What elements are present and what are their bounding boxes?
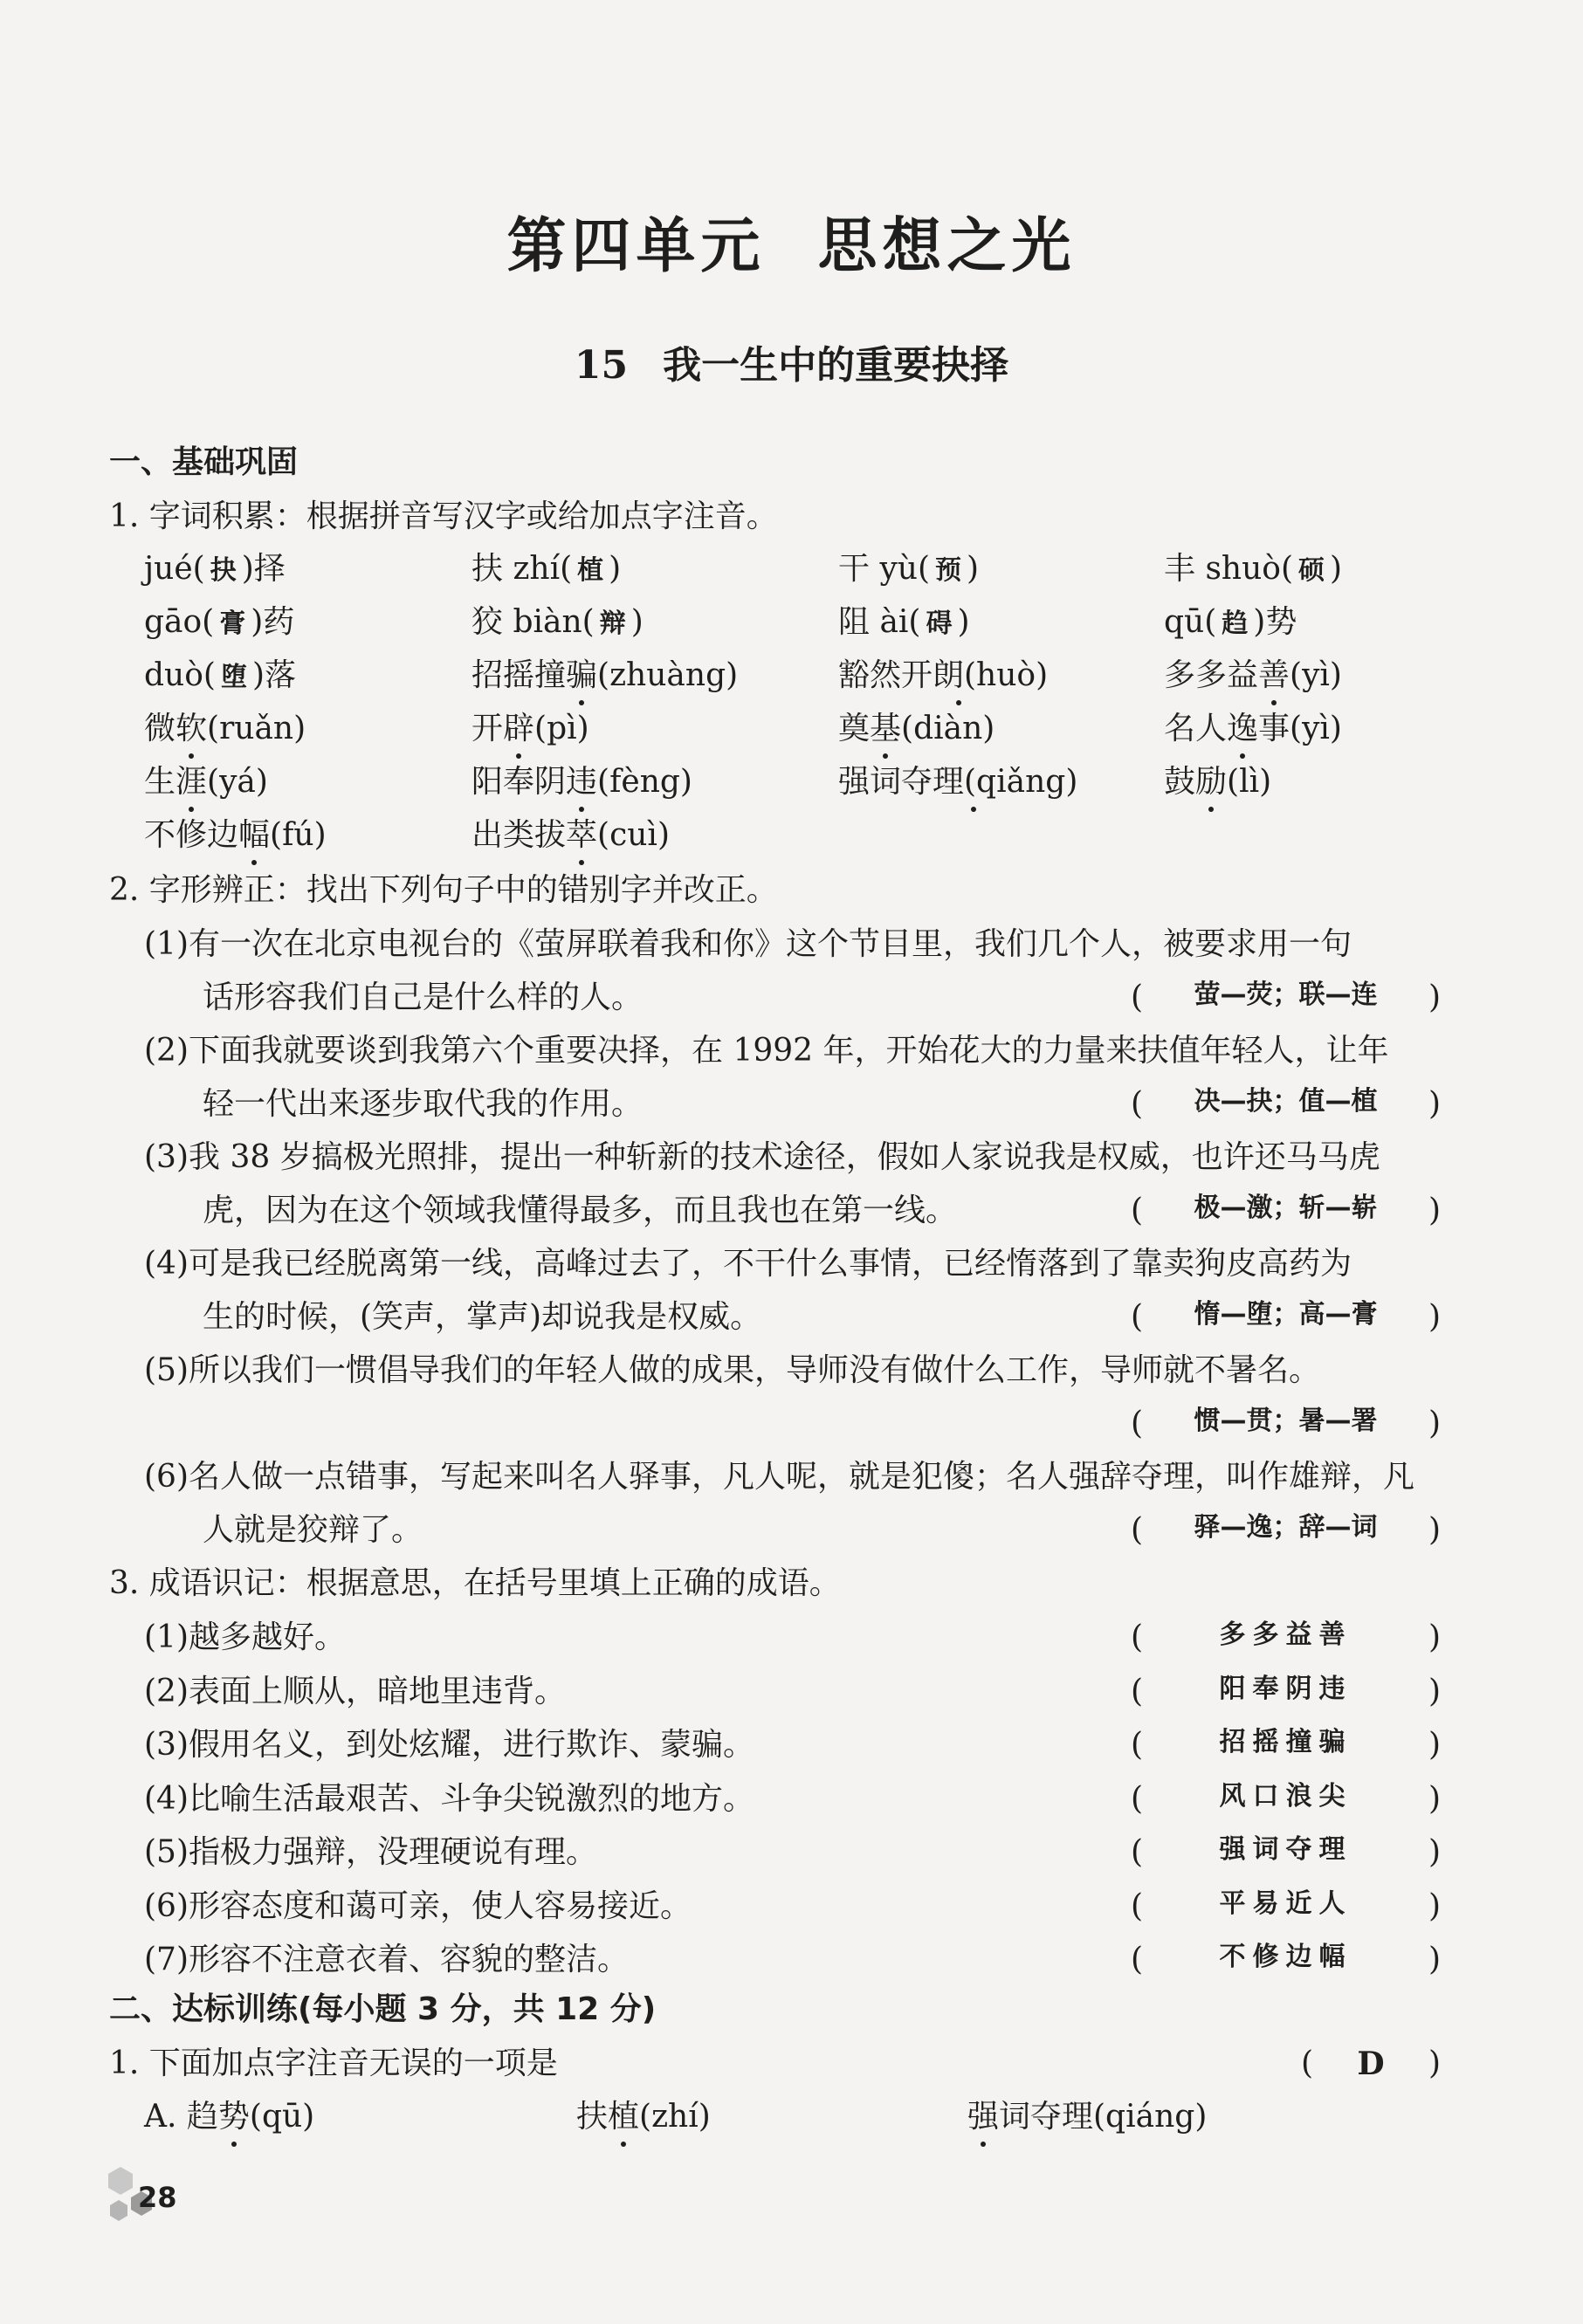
word-part: ) bbox=[967, 551, 980, 587]
q3-stem: 3. 成语识记：根据意思，在括号里填上正确的成语。 bbox=[109, 1565, 841, 1601]
word-part: 扶 zhí( bbox=[471, 551, 573, 587]
word-part: (pì) bbox=[534, 711, 589, 746]
q1-word-item bbox=[1164, 604, 1297, 640]
word-part: 多多益 bbox=[1164, 657, 1259, 693]
section-basic-heading: 一、基础巩固 bbox=[109, 444, 299, 480]
word-part: (yá) bbox=[207, 764, 268, 800]
dotted-char: 基 bbox=[870, 711, 902, 746]
q2-answer: 惰—堕；高—膏 bbox=[1194, 1299, 1378, 1330]
handwritten-answer: 辩 bbox=[599, 609, 626, 639]
q1-word-item bbox=[838, 764, 1078, 800]
word-part: (yì) bbox=[1290, 657, 1342, 693]
word-part: 阳奉阴 bbox=[471, 764, 567, 800]
q1-word-item bbox=[471, 817, 670, 853]
word-part: (ruǎn) bbox=[207, 711, 306, 746]
word3-text: 词夺理(qiáng) bbox=[999, 2099, 1208, 2135]
q1-word-item bbox=[471, 657, 739, 693]
dotted-char: 然开朗(huò) bbox=[870, 657, 1049, 693]
option-a-pinyin: (qū) bbox=[249, 2099, 315, 2135]
q2-item-line2: 轻一代出来逐步取代我的作用。 bbox=[203, 1086, 644, 1122]
q1-word-item bbox=[144, 604, 295, 640]
word-part: jué( bbox=[144, 551, 205, 587]
word-part: 开 bbox=[471, 711, 504, 746]
q1-word-item bbox=[838, 604, 970, 640]
handwritten-answer: 植 bbox=[577, 555, 604, 586]
handwritten-answer: 趋 bbox=[1222, 609, 1249, 639]
q2-item-line1: (1)有一次在北京电视台的《萤屏联着我和你》这个节目里，我们几个人，被要求用一句 bbox=[144, 926, 1352, 962]
word-part: 招摇撞 bbox=[471, 657, 567, 693]
word-part: (lì) bbox=[1227, 764, 1272, 800]
q2-answer: 萤—荧；联—连 bbox=[1194, 980, 1378, 1010]
q1-word-item bbox=[144, 764, 268, 800]
q3-answer: 风口浪尖 bbox=[1219, 1781, 1352, 1812]
q2-item-line2: 话形容我们自己是什么样的人。 bbox=[203, 980, 644, 1015]
word-part: 微 bbox=[144, 711, 176, 746]
q1-word-item bbox=[144, 657, 296, 693]
word3-dotted-char: 强 bbox=[967, 2099, 1000, 2135]
lesson-name: 我一生中的重要抉择 bbox=[663, 343, 1009, 388]
word-part: ) bbox=[1330, 551, 1343, 587]
word-part: 阻 ài( bbox=[838, 604, 921, 640]
q1-word-item bbox=[838, 657, 1049, 693]
q1-word-item bbox=[144, 713, 306, 745]
q3-item: (7)形容不注意衣着、容貌的整洁。 bbox=[144, 1942, 629, 1977]
unit-title bbox=[0, 199, 1583, 284]
q2-answer: 决—抉；值—植 bbox=[1194, 1086, 1378, 1117]
handwritten-answer: 碍 bbox=[926, 609, 953, 639]
q3-answer: 阳奉阴违 bbox=[1219, 1674, 1352, 1704]
q3-item: (2)表面上顺从，暗地里违背。 bbox=[144, 1674, 566, 1709]
q3-item: (1)越多越好。 bbox=[144, 1619, 346, 1655]
q1-word-item bbox=[471, 764, 692, 800]
q2-item-line2: 人就是狡辩了。 bbox=[203, 1512, 423, 1548]
handwritten-answer: 抉 bbox=[210, 555, 237, 586]
word-part: (zhuàng) bbox=[597, 657, 739, 693]
handwritten-answer: 堕 bbox=[220, 662, 247, 692]
q1-stem: 1. 字词积累：根据拼音写汉字或给加点字注音。 bbox=[109, 498, 778, 534]
q1-word-item bbox=[838, 553, 979, 585]
word-part: (diàn) bbox=[901, 711, 995, 746]
dotted-char: 励 bbox=[1195, 764, 1228, 800]
word-part: 狡 biàn( bbox=[471, 604, 595, 640]
textbook-page: 第四单元 思想之光 15 我一生中的重要抉择 一、基础巩固 1. 字词积累：根据拼音写汉字或给加点字注音。 jué( 抉 )择 扶 zhí( 植 ) 干 yù( 预 ) 丰 shuò( 硕 ) gāo( 膏 )药 狡 biàn( 辩 ) 阻 ài( 碍 ) qū( 趋 )势 duò( 堕 )落 招摇撞骗(zhuàng) 豁然开朗(huò) 多多益善(yì) 微软(ruǎn) 开辟(pì) 奠基(diàn) 名人逸事(yì) 生涯(yá) 阳奉阴违(fèng) 强词夺理(qiǎng) 鼓励(lì) 不修边幅(fú) 出类拔萃(cuì) 2. 字形辨正：找出下列句子中的错别字并改正。 (1)有一次在北京电视台的《萤屏联着我和你》这个节目里，我们几个人，被要求用一句 话形容我们自己是什么样的人。 ( 萤—荧；联—连 ) (2)下面我就要谈到我第六个重要决择，在 1992 年，开始花大的力量来扶值年轻人，让年 轻一代出来逐步取代我的作用。 ( 决—抉；值—植 ) (3)我 38 岁搞极光照排，提出一种斩新的技术途径，假如人家说我是权威，也许还马马虎 虎，因为在这个领域我懂得最多，而且我也在第一线。 ( 极—激；斩—崭 ) (4)可是我已经脱离第一线，高峰过去了，不干什么事情，已经惰落到了靠卖狗皮高药为 生的时候，(笑声，掌声)却说我是权威。 ( 惰—堕；高—膏 ) (5)所以我们一惯倡导我们的年轻人做的成果，导师没有做什么工作，导师就不暑名。 ( 惯—贯；暑—署 ) (6)名人做一点错事，写起来叫名人驿事，凡人呢，就是犯傻；名人强辞夺理，叫作雄辩，凡 人就是狡辩了。 ( 驿—逸；辞—词 ) 3. 成语识记：根据意思，在括号里填上正确的成语。 (1)越多越好。 ( 多多益善 ) (2)表面上顺从，暗地里违背。 ( 阳奉阴违 ) (3)假用名义，到处炫耀，进行欺诈、蒙骗。 ( 招摇撞骗 ) (4)比喻生活最艰苦、斗争尖锐激烈的地方。 ( 风口浪尖 ) (5)指极力强辩，没理硬说有理。 ( 强词夺理 ) (6)形容态度和蔼可亲，使人容易接近。 ( 平易近人 ) (7)形容不注意衣着、容貌的整洁。 ( 不修边幅 ) 二、达标训练(每小题 3 分，共 12 分) 1. 下面加点字注音无误的一项是 ( D ) A. 趋势(qū) 扶植(zhí) 强词夺理(qiáng) 28 bbox=[0, 0, 1583, 2324]
lesson-title bbox=[0, 333, 1583, 389]
dotted-char: 辟 bbox=[503, 711, 535, 746]
word-part: 事(yì) bbox=[1258, 711, 1342, 746]
section-training-heading: 二、达标训练(每小题 3 分，共 12 分) bbox=[109, 1991, 657, 2027]
dotted-char: 词夺理(qiǎng) bbox=[870, 764, 1078, 800]
word-part: 名人 bbox=[1164, 711, 1228, 746]
mc1-option-a-word2 bbox=[576, 2101, 711, 2133]
q2-answer: 极—激；斩—崭 bbox=[1194, 1193, 1378, 1223]
q3-answer: 多多益善 bbox=[1219, 1619, 1352, 1650]
handwritten-answer: 预 bbox=[935, 555, 962, 586]
q3-item: (5)指极力强辩，没理硬说有理。 bbox=[144, 1834, 597, 1870]
unit-title-part1: 第四单元 bbox=[506, 211, 766, 281]
q3-answer: 强词夺理 bbox=[1219, 1834, 1352, 1865]
q3-item: (4)比喻生活最艰苦、斗争尖锐激烈的地方。 bbox=[144, 1781, 754, 1817]
word-part: 豁 bbox=[838, 657, 871, 693]
word-part: )势 bbox=[1253, 604, 1297, 640]
option-a-dotted-char: 势 bbox=[217, 2099, 250, 2135]
word-part: )择 bbox=[241, 551, 286, 587]
word-part: 强 bbox=[838, 764, 871, 800]
word2-text: 扶 bbox=[576, 2099, 609, 2135]
word-part: 奠 bbox=[838, 711, 871, 746]
q1-word-item bbox=[144, 553, 286, 585]
dotted-char: 萃 bbox=[566, 817, 598, 853]
page-number: 28 bbox=[138, 2181, 177, 2214]
q1-word-item bbox=[1164, 657, 1342, 693]
option-a-text: A. 趋 bbox=[144, 2099, 218, 2135]
q3-item: (6)形容态度和蔼可亲，使人容易接近。 bbox=[144, 1888, 692, 1924]
word-part: )药 bbox=[251, 604, 295, 640]
q2-item-line1: (6)名人做一点错事，写起来叫名人驿事，凡人呢，就是犯傻；名人强辞夺理，叫作雄辩，凡 bbox=[144, 1459, 1414, 1495]
q2-item-line1: (5)所以我们一惯倡导我们的年轻人做的成果，导师没有做什么工作，导师就不暑名。 bbox=[144, 1352, 1320, 1388]
q2-answer: 惯—贯；暑—署 bbox=[1194, 1406, 1378, 1436]
q2-item-line1: (4)可是我已经脱离第一线，高峰过去了，不干什么事情，已经惰落到了靠卖狗皮高药为 bbox=[144, 1246, 1352, 1282]
word-part: 生 bbox=[144, 764, 176, 800]
q2-item-line2: 虎，因为在这个领域我懂得最多，而且我也在第一线。 bbox=[203, 1193, 958, 1228]
q1-word-item bbox=[1164, 764, 1272, 800]
q2-item-line1: (2)下面我就要谈到我第六个重要决择，在 1992 年，开始花大的力量来扶值年轻人，让年 bbox=[144, 1033, 1389, 1069]
handwritten-answer: 硕 bbox=[1298, 555, 1325, 586]
dotted-char: 善 bbox=[1258, 657, 1290, 693]
q3-answer: 平易近人 bbox=[1219, 1888, 1352, 1919]
q3-answer: 不修边幅 bbox=[1219, 1942, 1352, 1972]
q3-item: (3)假用名义，到处炫耀，进行欺诈、蒙骗。 bbox=[144, 1727, 754, 1763]
dotted-char: 违 bbox=[566, 764, 598, 800]
lesson-number: 15 bbox=[574, 343, 629, 388]
q2-answer: 驿—逸；辞—词 bbox=[1194, 1512, 1378, 1543]
unit-title-part2: 思想之光 bbox=[817, 211, 1077, 281]
word2-pinyin: (zhí) bbox=[639, 2099, 711, 2135]
dotted-char: 逸 bbox=[1227, 711, 1259, 746]
dotted-char: 幅 bbox=[238, 817, 271, 853]
dotted-char: 软 bbox=[176, 711, 208, 746]
word-part: 鼓 bbox=[1164, 764, 1196, 800]
mc1-answer: D bbox=[1357, 2046, 1385, 2082]
word-part: (fèng) bbox=[597, 764, 692, 800]
word-part: gāo( bbox=[144, 604, 215, 640]
word-part: ) bbox=[609, 551, 622, 587]
q1-word-item bbox=[471, 553, 621, 585]
mc1-stem: 1. 下面加点字注音无误的一项是 bbox=[109, 2046, 558, 2081]
q1-word-item bbox=[144, 817, 327, 853]
word2-dotted-char: 植 bbox=[608, 2099, 640, 2135]
word-part: 出类拔 bbox=[471, 817, 567, 853]
word-part: 干 yù( bbox=[838, 551, 931, 587]
word-part: 丰 shuò( bbox=[1164, 551, 1294, 587]
q1-word-item bbox=[471, 604, 644, 640]
dotted-char: 涯 bbox=[176, 764, 208, 800]
word-part: qū( bbox=[1164, 604, 1217, 640]
q3-answer: 招摇撞骗 bbox=[1219, 1727, 1352, 1757]
mc1-option-a bbox=[144, 2101, 314, 2133]
q2-item-line2: 生的时候，(笑声，掌声)却说我是权威。 bbox=[203, 1299, 762, 1335]
word-part: ) bbox=[630, 604, 644, 640]
word-part: duò( bbox=[144, 657, 216, 693]
word-part: ) bbox=[957, 604, 970, 640]
dotted-char: 骗 bbox=[566, 657, 598, 693]
mc1-option-a-word3 bbox=[967, 2101, 1207, 2133]
q1-word-item bbox=[1164, 713, 1342, 745]
q2-item-line1: (3)我 38 岁搞极光照排，提出一种斩新的技术途径，假如人家说我是权威，也许还马马虎 bbox=[144, 1139, 1380, 1175]
word-part: 不修边 bbox=[144, 817, 239, 853]
q1-word-item bbox=[471, 713, 589, 745]
q1-word-item bbox=[1164, 553, 1342, 585]
word-part: )落 bbox=[251, 657, 296, 693]
handwritten-answer: 膏 bbox=[219, 609, 246, 639]
q2-stem: 2. 字形辨正：找出下列句子中的错别字并改正。 bbox=[109, 872, 778, 908]
word-part: (fú) bbox=[270, 817, 327, 853]
word-part: (cuì) bbox=[597, 817, 670, 853]
q1-word-item bbox=[838, 713, 995, 745]
